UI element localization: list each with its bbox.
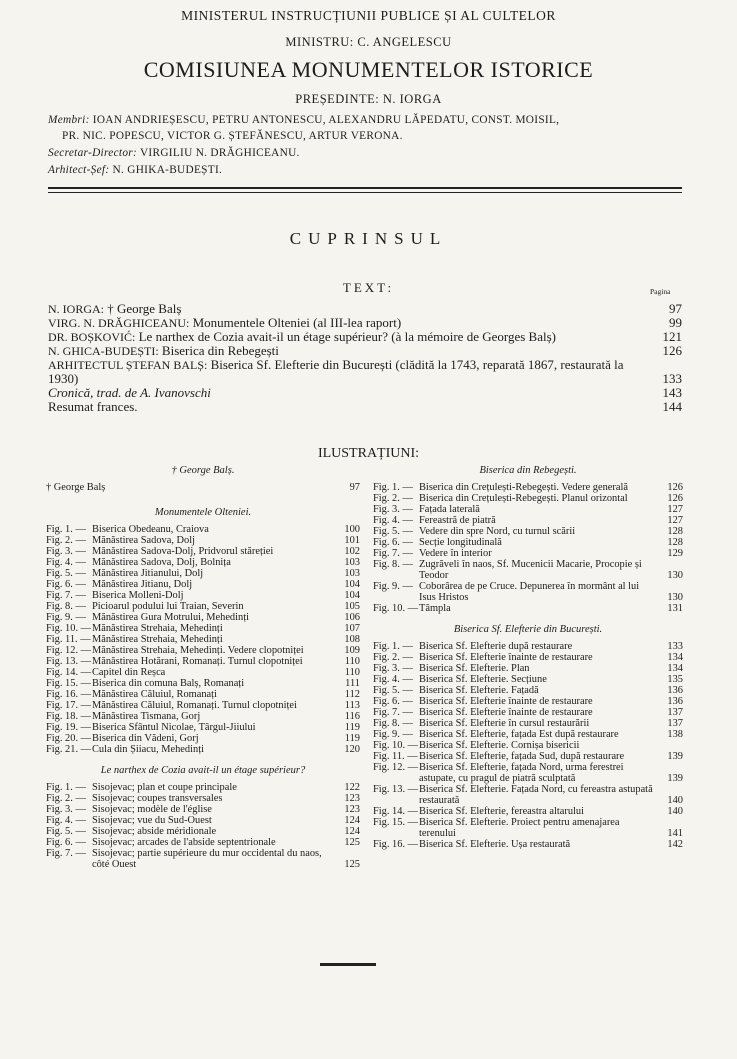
figure-number: Fig. 9. —	[46, 612, 86, 623]
illustration-entry	[373, 537, 683, 548]
figure-number: Fig. 18. —	[46, 711, 92, 722]
illustration-entry	[46, 793, 360, 804]
header-rule-thick	[48, 187, 682, 189]
figure-page: 109	[344, 645, 360, 656]
figure-caption: Capitel din Reșca	[92, 667, 166, 678]
text-entry-page: 133	[662, 371, 682, 386]
figure-number: Fig. 6. —	[373, 696, 413, 707]
figure-number: Fig. 1. —	[373, 641, 413, 652]
figure-page: 127	[667, 504, 683, 515]
figure-number: Fig. 6. —	[46, 837, 86, 848]
text-entry-title: Resumat frances.	[48, 399, 138, 414]
illustration-entry	[373, 548, 683, 559]
figure-number: Fig. 5. —	[46, 826, 86, 837]
illustration-entry	[373, 559, 683, 581]
text-entry	[48, 316, 682, 330]
figure-caption: Mănăstirea Sadova, Dolj	[92, 535, 196, 546]
figure-number: Fig. 2. —	[46, 535, 86, 546]
figure-caption: Biserica Sf. Elefterie. Proiect pentru amenajarea terenului	[419, 817, 620, 839]
figure-number: Fig. 8. —	[373, 718, 413, 729]
illustration-entry	[46, 733, 360, 744]
figure-page: 139	[667, 773, 683, 784]
figure-page: 137	[667, 707, 683, 718]
figure-number: Fig. 7. —	[373, 707, 413, 718]
text-entry	[48, 302, 682, 316]
figure-caption: Sisojevac; abside méridionale	[92, 826, 217, 837]
figure-page: 126	[667, 482, 683, 493]
illustration-entry	[46, 601, 360, 612]
secretary-line	[48, 147, 300, 159]
figure-caption: Biserica Sf. Elefterie. Fațadă	[419, 685, 539, 696]
figure-number: Fig. 7. —	[46, 848, 86, 859]
figure-caption: Biserica Sf. Elefterie. Fațada Nord, cu fereastra astupată restaurată	[419, 784, 653, 806]
figure-caption: Mănăstirea Strehaia, Mehedinți	[92, 634, 223, 645]
illustration-entry	[46, 557, 360, 568]
figure-number: Fig. 13. —	[373, 784, 419, 795]
figure-number: Fig. 8. —	[373, 559, 413, 570]
illustration-entry	[46, 634, 360, 645]
figure-caption: Biserica Sf. Elefterie în cursul restaurării	[419, 718, 590, 729]
figure-page: 120	[344, 744, 360, 755]
figure-number: Fig. 14. —	[46, 667, 92, 678]
illustration-entry	[373, 685, 683, 696]
figure-caption: Mănăstirea Sadova, Dolj, Bolnița	[92, 557, 231, 568]
figure-number: Fig. 17. —	[46, 700, 92, 711]
figure-caption: Mănăstirea Căluiul, Romanați	[92, 689, 217, 700]
members-names-1: IOAN ANDRIEȘESCU, PETRU ANTONESCU, ALEXANDRU LĂPEDATU, CONST. MOISIL,	[92, 114, 560, 126]
illustration-entry	[46, 524, 360, 535]
figure-caption: Mănăstirea Strehaia, Mehedinți. Vedere clopotniței	[92, 645, 304, 656]
figure-page: 134	[667, 663, 683, 674]
figure-caption: Biserica Sf. Elefterie înainte de restaurare	[419, 652, 593, 663]
figure-caption: Biserica Sf. Elefterie. Cornișa bisericii	[419, 740, 580, 751]
figure-page: 124	[344, 815, 360, 826]
figure-caption: Sisojevac; plan et coupe principale	[92, 782, 237, 793]
illustration-entry	[46, 848, 360, 870]
figure-page: 124	[344, 826, 360, 837]
illustration-entry	[373, 751, 683, 762]
architect-line	[48, 164, 222, 176]
figure-caption: Mănăstirea Jitianu, Dolj	[92, 579, 193, 590]
illustration-entry	[46, 645, 360, 656]
text-entry-title: Cronică, trad. de A. Ivanovschi	[48, 385, 211, 400]
figure-caption: Mănăstirea Strehaia, Mehedinți	[92, 623, 223, 634]
header-rule-thin	[48, 192, 682, 193]
illustration-entry	[46, 782, 360, 793]
illustration-section-title: Monumentele Olteniei.	[154, 507, 252, 518]
illustration-entry	[373, 581, 683, 603]
figure-caption: Biserica Obedeanu, Craiova	[92, 524, 209, 535]
figure-caption: Secție longitudinală	[419, 537, 502, 548]
figure-number: Fig. 16. —	[373, 839, 419, 850]
figure-page: 137	[667, 718, 683, 729]
figure-page: 105	[344, 601, 360, 612]
figure-number: Fig. 7. —	[373, 548, 413, 559]
illustrations-left-column	[46, 465, 360, 870]
figure-caption: Vedere în interior	[419, 548, 492, 559]
figure-page: 100	[344, 524, 360, 535]
figure-page: 116	[344, 711, 360, 722]
text-entry	[48, 400, 682, 414]
illustration-entry	[46, 482, 360, 493]
text-entry-author: VIRG. N. DRĂGHICEANU:	[48, 316, 190, 330]
figure-page: 123	[344, 793, 360, 804]
figure-caption: Sisojevac; partie supérieure du mur occidental du naos, côté Ouest	[92, 848, 322, 870]
figure-number: Fig. 9. —	[373, 581, 413, 592]
figure-page: 136	[667, 696, 683, 707]
figure-caption: Sisojevac; arcades de l'abside septentrionale	[92, 837, 276, 848]
illustration-entry	[46, 837, 360, 848]
text-entry-author: ARHITECTUL ȘTEFAN BALȘ:	[48, 358, 208, 372]
figure-caption: Biserica Sf. Elefterie după restaurare	[419, 641, 573, 652]
text-entry-title: † George Balș	[107, 301, 182, 316]
figure-page: 140	[667, 795, 683, 806]
figure-page: 103	[344, 557, 360, 568]
figure-page: 119	[344, 733, 360, 744]
figure-caption: Fereastră de piatră	[419, 515, 496, 526]
text-entry-author: DR. BOȘKOVIĆ:	[48, 330, 136, 344]
figure-number: Fig. 13. —	[46, 656, 92, 667]
figure-page: 123	[344, 804, 360, 815]
page-title: CUPRINSUL	[289, 229, 448, 248]
figure-caption: Biserica Molleni-Dolj	[92, 590, 184, 601]
illustration-entry	[373, 641, 683, 652]
text-entry-title: Monumentele Olteniei (al III-lea raport)	[192, 315, 402, 330]
figure-caption: Sisojevac; vue du Sud-Ouest	[92, 815, 212, 826]
figure-number: Fig. 20. —	[46, 733, 92, 744]
figure-number: Fig. 15. —	[373, 817, 419, 828]
secretary-name: VIRGILIU N. DRĂGHICEANU.	[139, 147, 300, 159]
figure-page: 104	[344, 590, 360, 601]
figure-page: 110	[344, 667, 360, 678]
figure-number: Fig. 9. —	[373, 729, 413, 740]
figure-page: 138	[667, 729, 683, 740]
illustration-section-title: Biserica Sf. Elefterie din București.	[453, 624, 603, 635]
text-entry	[48, 386, 682, 400]
figure-number: Fig. 12. —	[46, 645, 92, 656]
figure-caption: Biserica din Crețulești-Rebegești. Vedere generală	[419, 482, 628, 493]
ministry-heading: MINISTERUL INSTRUCȚIUNII PUBLICE ȘI AL CULTELOR	[181, 8, 556, 23]
figure-caption: Biserica Sf. Elefterie, fereastra altarului	[419, 806, 585, 817]
illustration-entry	[46, 700, 360, 711]
figure-caption: † George Balș	[46, 482, 106, 493]
figure-number: Fig. 6. —	[373, 537, 413, 548]
text-entry-page: 121	[662, 329, 682, 344]
figure-page: 133	[667, 641, 683, 652]
illustration-entry	[46, 826, 360, 837]
minister-line: MINISTRU: C. ANGELESCU	[285, 35, 452, 49]
illustrations-heading: ILUSTRAȚIUNI:	[317, 446, 420, 461]
illustration-entry	[46, 744, 360, 755]
illustration-entry	[46, 722, 360, 733]
figure-number: Fig. 4. —	[373, 515, 413, 526]
figure-caption: Zugrăveli în naos, Sf. Mucenicii Macarie, Procopie și Teodor	[419, 559, 642, 581]
illustration-entry	[373, 663, 683, 674]
figure-page: 125	[344, 859, 360, 870]
illustration-entry	[46, 579, 360, 590]
text-entries	[48, 302, 682, 414]
figure-page: 127	[667, 515, 683, 526]
figure-number: Fig. 11. —	[46, 634, 91, 645]
figure-caption: Biserica Sf. Elefterie. Secțiune	[419, 674, 547, 685]
figure-caption: Biserica Sfântul Nicolae, Târgul-Jiiului	[92, 722, 256, 733]
text-entry-author: N. IORGA:	[48, 302, 104, 316]
figure-caption: Mănăstirea Căluiul, Romanați. Turnul clopotniței	[92, 700, 297, 711]
text-entry-page: 99	[669, 315, 682, 330]
figure-caption: Biserica Sf. Elefterie înainte de restaurare	[419, 707, 593, 718]
illustration-section-title: † George Balș.	[171, 465, 235, 476]
figure-page: 103	[344, 568, 360, 579]
illustration-entry	[46, 568, 360, 579]
illustration-entry	[373, 718, 683, 729]
illustration-entry	[373, 482, 683, 493]
illustration-entry	[46, 623, 360, 634]
illustration-entry	[373, 526, 683, 537]
figure-caption: Mănăstirea Gura Motrului, Mehedinți	[92, 612, 249, 623]
figure-page: 131	[667, 603, 683, 614]
illustration-entry	[46, 689, 360, 700]
figure-page: 140	[667, 806, 683, 817]
figure-caption: Biserica Sf. Elefterie. Ușa restaurată	[419, 839, 571, 850]
figure-number: Fig. 1. —	[373, 482, 413, 493]
illustration-entry	[373, 493, 683, 504]
figure-caption: Mănăstirea Tismana, Gorj	[92, 711, 201, 722]
figure-caption: Biserica Sf. Elefterie înainte de restaurare	[419, 696, 593, 707]
illustration-entry	[373, 504, 683, 515]
text-entry-title: Biserica din Rebegești	[161, 343, 279, 358]
illustrations-right-column	[373, 465, 683, 850]
figure-caption: Sisojevac; coupes transversales	[92, 793, 223, 804]
illustration-entry	[373, 806, 683, 817]
figure-number: Fig. 10. —	[373, 603, 419, 614]
illustration-entry	[46, 804, 360, 815]
figure-number: Fig. 15. —	[46, 678, 92, 689]
figure-page: 141	[667, 828, 683, 839]
figure-caption: Sisojevac; modèle de l'église	[92, 804, 212, 815]
figure-caption: Picioarul podului lui Traian, Severin	[92, 601, 244, 612]
text-heading: TEXT:	[342, 280, 395, 295]
illustration-entry	[373, 674, 683, 685]
architect-name: N. GHIKA-BUDEȘTI.	[112, 164, 223, 176]
figure-caption: Biserica Sf. Elefterie. Plan	[419, 663, 530, 674]
figure-caption: Cula din Șiiacu, Mehedinți	[92, 744, 204, 755]
illustration-entry	[373, 817, 683, 839]
figure-caption: Tâmpla	[419, 603, 451, 614]
figure-number: Fig. 1. —	[46, 782, 86, 793]
figure-caption: Biserica din Vădeni, Gorj	[92, 733, 199, 744]
figure-number: Fig. 3. —	[46, 546, 86, 557]
illustration-entry	[373, 515, 683, 526]
illustration-entry	[373, 729, 683, 740]
figure-number: Fig. 1. —	[46, 524, 86, 535]
figure-number: Fig. 6. —	[46, 579, 86, 590]
figure-number: Fig. 3. —	[373, 663, 413, 674]
figure-number: Fig. 19. —	[46, 722, 92, 733]
figure-page: 129	[667, 548, 683, 559]
illustration-entry	[373, 839, 683, 850]
illustration-entry	[373, 707, 683, 718]
figure-number: Fig. 3. —	[373, 504, 413, 515]
figure-number: Fig. 4. —	[46, 557, 86, 568]
figure-page: 135	[667, 674, 683, 685]
figure-page: 126	[667, 493, 683, 504]
members-line-2	[62, 130, 403, 142]
figure-page: 119	[344, 722, 360, 733]
illustration-section-title: Biserica din Rebegești.	[479, 465, 577, 476]
figure-page: 112	[344, 689, 360, 700]
figure-number: Fig. 11. —	[373, 751, 418, 762]
president-line: PREȘEDINTE: N. IORGA	[295, 92, 442, 106]
figure-caption: Biserica Sf. Elefterie, fațada Sud, după restaurare	[419, 751, 625, 762]
figure-number: Fig. 5. —	[373, 526, 413, 537]
figure-caption: Biserica din comuna Balș, Romanați	[92, 678, 245, 689]
figure-page: 134	[667, 652, 683, 663]
figure-number: Fig. 7. —	[46, 590, 86, 601]
illustration-entry	[46, 546, 360, 557]
illustration-entry	[46, 590, 360, 601]
figure-caption: Mănăstirea Sadova-Dolj, Pridvorul stăreției	[92, 546, 274, 557]
text-entry	[48, 358, 682, 386]
illustration-entry	[46, 711, 360, 722]
figure-number: Fig. 3. —	[46, 804, 86, 815]
text-entry-title: Biserica Sf. Elefterie din București (clădită la 1743, reparată 1867, restaurată la 1930)	[48, 357, 624, 386]
figure-caption: Fațada laterală	[419, 504, 480, 515]
illustration-entry	[373, 762, 683, 784]
figure-number: Fig. 8. —	[46, 601, 86, 612]
figure-caption: Mănăstirea Hotărani, Romanați. Turnul clopotniței	[92, 656, 303, 667]
figure-page: 122	[344, 782, 360, 793]
figure-caption: Vedere din spre Nord, cu turnul scării	[419, 526, 576, 537]
commission-title: COMISIUNEA MONUMENTELOR ISTORICE	[143, 57, 594, 82]
figure-page: 111	[345, 678, 360, 689]
figure-page: 136	[667, 685, 683, 696]
figure-number: Fig. 16. —	[46, 689, 92, 700]
text-entry-author: N. GHICA-BUDEȘTI:	[48, 344, 159, 358]
illustration-entry	[46, 667, 360, 678]
members-label: Membri:	[48, 114, 90, 126]
figure-number: Fig. 4. —	[46, 815, 86, 826]
figure-page: 139	[667, 751, 683, 762]
text-entry-page: 143	[662, 385, 682, 400]
illustration-entry	[373, 696, 683, 707]
illustration-entry	[46, 612, 360, 623]
illustration-entry	[46, 656, 360, 667]
figure-page: 113	[344, 700, 360, 711]
illustration-section-title: Le narthex de Cozia avait-il un étage supérieur?	[100, 765, 306, 776]
figure-page: 128	[667, 526, 683, 537]
pagina-label: Pagina	[650, 287, 671, 296]
figure-page: 102	[344, 546, 360, 557]
illustration-entry	[373, 652, 683, 663]
architect-label: Arhitect-Șef:	[48, 164, 110, 176]
figure-number: Fig. 5. —	[373, 685, 413, 696]
figure-number: Fig. 4. —	[373, 674, 413, 685]
figure-page: 97	[349, 482, 360, 493]
illustration-entry	[46, 535, 360, 546]
figure-caption: Coborârea de pe Cruce. Depunerea în mormânt al lui Isus Hristos	[419, 581, 640, 603]
text-entry	[48, 344, 682, 358]
figure-number: Fig. 10. —	[373, 740, 419, 751]
figure-caption: Biserica din Crețulești-Rebegești. Planul orizontal	[419, 493, 628, 504]
figure-page: 125	[344, 837, 360, 848]
members-line-1	[48, 114, 559, 126]
figure-caption: Biserica Sf. Elefterie, fațada Est după restaurare	[419, 729, 619, 740]
text-entry-page: 97	[669, 301, 682, 316]
text-entry-page: 126	[662, 343, 682, 358]
figure-number: Fig. 21. —	[46, 744, 92, 755]
figure-page: 110	[344, 656, 360, 667]
figure-number: Fig. 5. —	[46, 568, 86, 579]
figure-page: 130	[667, 592, 683, 603]
figure-number: Fig. 2. —	[46, 793, 86, 804]
illustration-entry	[46, 678, 360, 689]
figure-page: 142	[667, 839, 683, 850]
figure-page: 101	[344, 535, 360, 546]
figure-page: 104	[344, 579, 360, 590]
figure-number: Fig. 10. —	[46, 623, 92, 634]
figure-number: Fig. 14. —	[373, 806, 419, 817]
figure-number: Fig. 2. —	[373, 493, 413, 504]
figure-caption: Mănăstirea Jitianului, Dolj	[92, 568, 204, 579]
text-entry-title: Le narthex de Cozia avait-il un étage supérieur? (à la mémoire de Georges Balș)	[138, 329, 556, 344]
illustration-entry	[373, 740, 683, 751]
figure-caption: Biserica Sf. Elefterie, fațada Nord, urma ferestrei astupate, cu pragul de piatră sculptată	[419, 762, 624, 784]
figure-page: 108	[344, 634, 360, 645]
illustration-entry	[373, 603, 683, 614]
figure-page: 107	[344, 623, 360, 634]
text-entry	[48, 330, 682, 344]
illustration-entry	[373, 784, 683, 806]
figure-page: 106	[344, 612, 360, 623]
figure-number: Fig. 2. —	[373, 652, 413, 663]
secretary-label: Secretar-Director:	[48, 147, 138, 159]
members-names-2: PR. NIC. POPESCU, VICTOR G. ȘTEFĂNESCU, ARTUR VERONA.	[62, 130, 403, 142]
figure-page: 128	[667, 537, 683, 548]
footer-bar	[320, 963, 376, 966]
illustration-entry	[46, 815, 360, 826]
figure-number: Fig. 12. —	[373, 762, 419, 773]
figure-page: 130	[667, 570, 683, 581]
text-entry-page: 144	[662, 399, 682, 414]
